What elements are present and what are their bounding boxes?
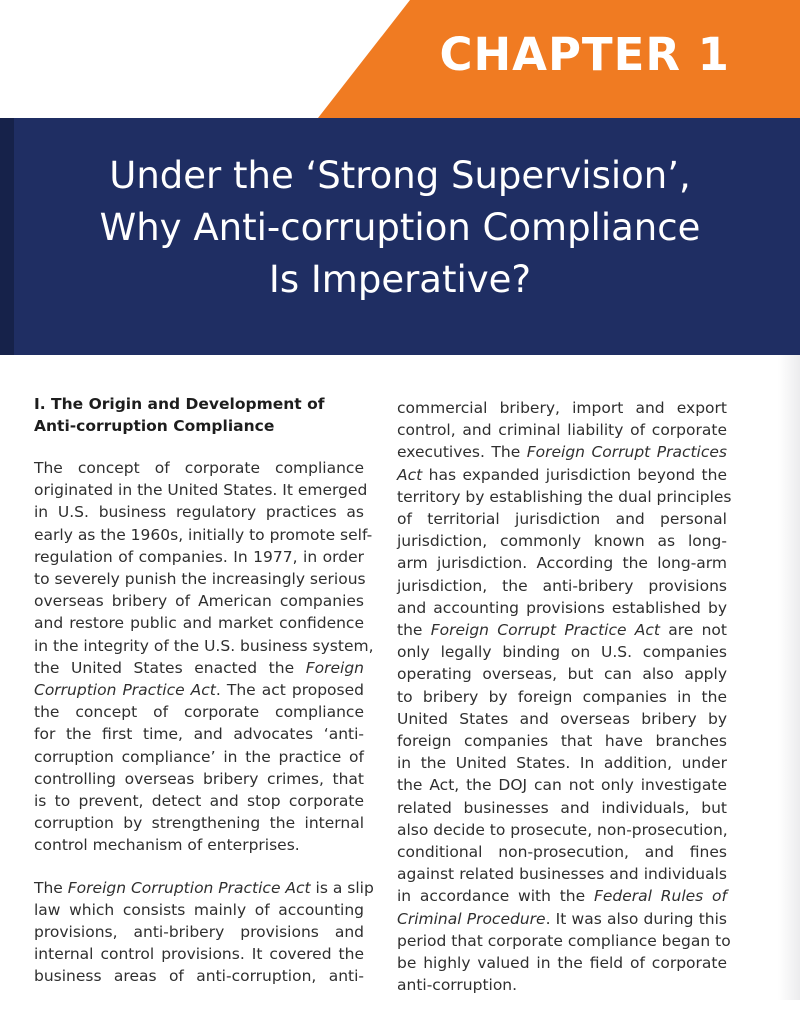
text-line [397, 464, 727, 486]
book-spine-shadow [0, 118, 14, 355]
section-heading-line: I. The Origin and Development of [34, 395, 325, 413]
text-line: foreign companies that have branches [397, 732, 727, 751]
act-title: Foreign Corrupt Practices [526, 443, 727, 462]
text-line: jurisdiction, commonly known as long- [397, 532, 727, 551]
text-line: business areas of anti-corruption, anti- [34, 967, 364, 986]
paragraph [34, 457, 374, 857]
section-heading-line: Anti-corruption Compliance [34, 417, 275, 435]
text-line: United States and overseas bribery by [397, 709, 727, 728]
text-line: to bribery by foreign companies in the [397, 687, 727, 706]
text-line: operating overseas, but can also apply [397, 665, 727, 684]
text-line: against related businesses and individuals [397, 865, 727, 884]
text-line [397, 885, 727, 907]
title-line: Why Anti-corruption Compliance [99, 206, 701, 249]
text-run: is a slip [310, 878, 374, 897]
text-run: executives. The [397, 443, 527, 462]
text-run: . It was also during this [545, 909, 727, 928]
act-title: Foreign Corrupt Practice Act [430, 621, 660, 640]
text-line [34, 877, 374, 899]
text-line: commercial bribery, import and export [397, 399, 727, 417]
act-title: Foreign Corruption Practice Act [67, 878, 311, 897]
act-title: Criminal Procedure [397, 909, 546, 928]
text-line: control, and criminal liability of corporate [397, 421, 727, 440]
text-line: only legally binding on U.S. companies [397, 643, 727, 662]
text-line [34, 679, 364, 701]
title-line: Is Imperative? [268, 258, 532, 301]
text-line: internal control provisions. It covered the [34, 945, 364, 964]
title-line: Under the ‘Strong Supervision’, [109, 154, 691, 197]
act-title: Foreign [305, 658, 364, 677]
paragraph [397, 397, 732, 996]
text-run: has expanded jurisdiction beyond the [422, 465, 727, 484]
text-line: and accounting provisions established by [397, 598, 727, 617]
act-title: Federal Rules of [593, 887, 727, 906]
text-line: control mechanism of enterprises. [34, 836, 300, 855]
paragraph [34, 877, 374, 988]
act-title: Act [397, 465, 423, 484]
text-line [34, 657, 364, 679]
text-line [397, 619, 727, 641]
text-line: to severely punish the increasingly serious [34, 570, 366, 589]
text-run: the United States enacted the [34, 658, 306, 677]
text-line: conditional non-prosecution, and fines [397, 843, 727, 862]
text-line: arm jurisdiction. According the long-arm [397, 554, 727, 573]
text-line: early as the 1960s, initially to promote self- [34, 525, 373, 544]
text-line: anti-corruption. [397, 976, 518, 995]
text-line: provisions, anti-bribery provisions and [34, 923, 364, 942]
left-column [34, 393, 374, 1008]
text-line: and restore public and market confidence [34, 614, 364, 633]
text-line: territory by establishing the dual principles [397, 487, 732, 506]
text-line: originated in the United States. It emerged [34, 481, 368, 500]
chapter-title [30, 150, 770, 306]
text-line [397, 441, 727, 463]
text-line: also decide to prosecute, non-prosecution, [397, 820, 728, 839]
text-line: related businesses and individuals, but [397, 798, 727, 817]
text-run: in accordance with the [397, 887, 594, 906]
text-line: jurisdiction, the anti-bribery provisions [397, 576, 727, 595]
text-run: the [397, 621, 431, 640]
text-line: overseas bribery of American companies [34, 592, 364, 611]
text-line: the Act, the DOJ can not only investigate [397, 776, 727, 795]
right-column [397, 397, 732, 1016]
text-line: for the first time, and advocates ‘anti- [34, 725, 364, 744]
text-line: the concept of corporate compliance [34, 703, 364, 722]
act-title: Corruption Practice Act [34, 681, 216, 700]
text-line: corruption by strengthening the internal [34, 814, 364, 833]
text-line: is to prevent, detect and stop corporate [34, 792, 364, 811]
text-line: regulation of companies. In 1977, in order [34, 547, 364, 566]
text-line: in the United States. In addition, under [397, 754, 727, 773]
chapter-label: CHAPTER 1 [439, 28, 730, 81]
text-line: period that corporate compliance began to [397, 931, 731, 950]
text-line: in U.S. business regulatory practices as [34, 503, 364, 522]
text-line: law which consists mainly of accounting [34, 900, 364, 919]
text-line: The concept of corporate compliance [34, 459, 364, 477]
page-edge-shadow [778, 355, 800, 1000]
section-heading [34, 393, 364, 437]
text-line: controlling overseas bribery crimes, that [34, 769, 364, 788]
text-run: are not [660, 621, 727, 640]
text-line: in the integrity of the U.S. business system, [34, 636, 374, 655]
text-line: corruption compliance’ in the practice of [34, 747, 364, 766]
text-run: The [34, 878, 68, 897]
text-line [397, 908, 727, 930]
text-run: . The act proposed [215, 681, 364, 700]
text-line: of territorial jurisdiction and personal [397, 510, 727, 529]
text-line: be highly valued in the field of corporate [397, 954, 727, 973]
